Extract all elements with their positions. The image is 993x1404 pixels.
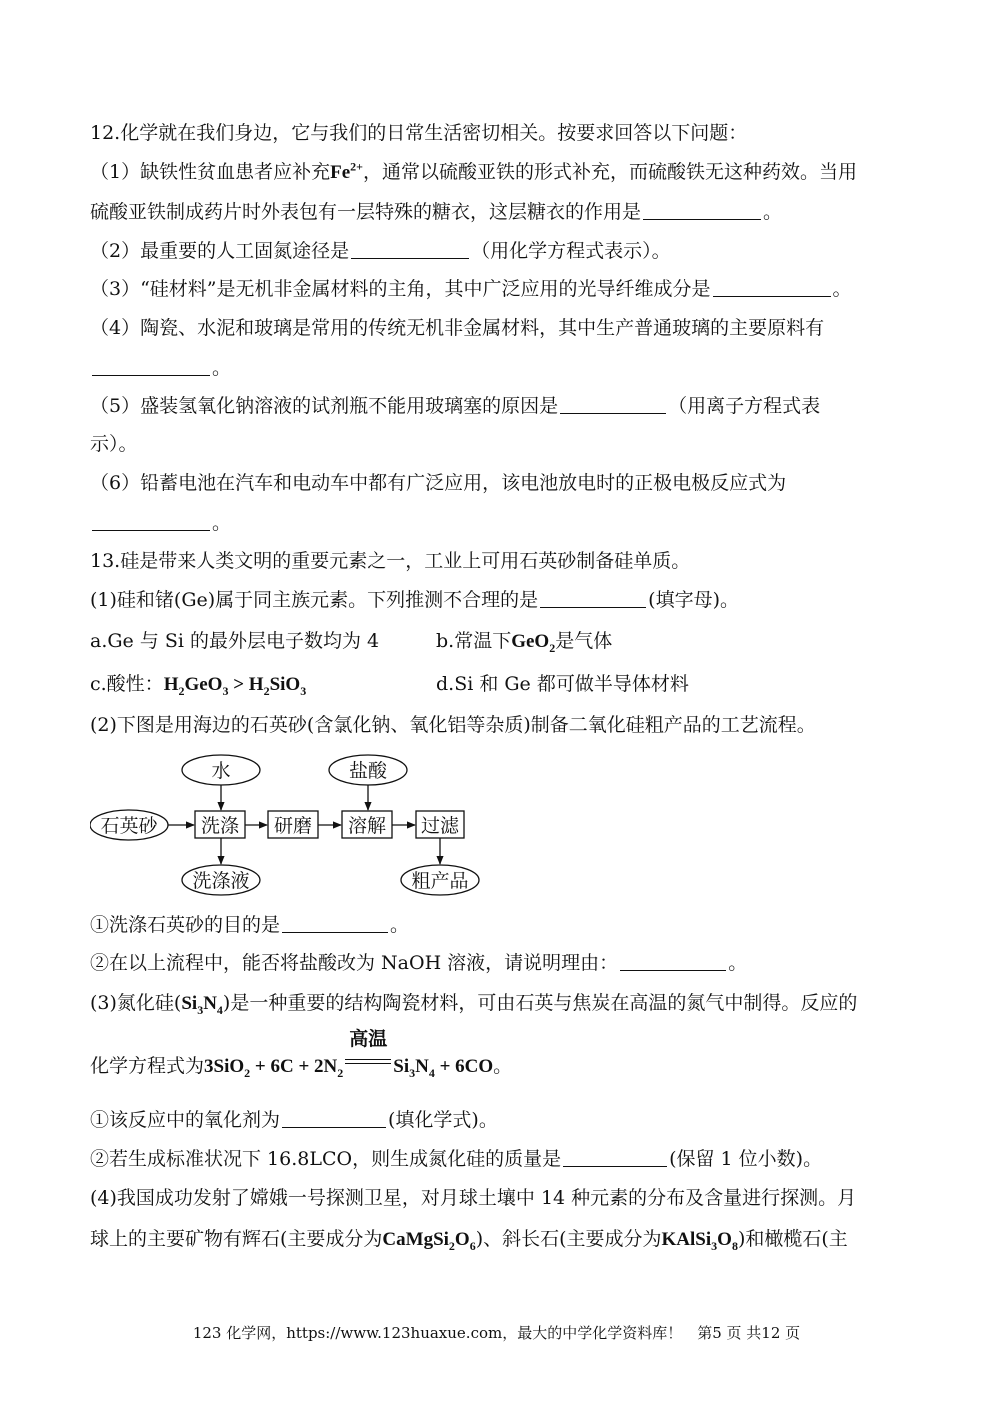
q13-part2: (2)下图是用海边的石英砂(含氯化钠、氧化铝等杂质)制备二氧化硅粗产品的工艺流程。: [90, 714, 816, 736]
q12-part6-answer: 。: [90, 510, 231, 536]
q13-part3: (3)氮化硅$(Si_3N_4)$是一种重要的结构陶瓷材料，可由石英与焦炭在高温的氮气中制得。反应的: [90, 992, 858, 1017]
q12-part1-line2: 硫酸亚铁制成药片时外表包有一层特殊的糖衣，这层糖衣的作用是 。: [90, 201, 783, 223]
q12-part5: （5）盛装氢氧化钠溶液的试剂瓶不能用玻璃塞的原因是 （用离子方程式表: [90, 395, 821, 417]
q12-part3: （3）“硅材料”是无机非金属材料的主角，其中广泛应用的光导纤维成分是 。: [90, 278, 852, 300]
water-label: 水: [211, 760, 231, 782]
q12-stem: 12.化学就在我们身边，它与我们的日常生活密切相关。按要求回答以下问题：: [90, 122, 748, 144]
filter-label: 过滤: [420, 815, 460, 837]
reaction-condition: 高温: [345, 1048, 391, 1074]
answer-blank[interactable]: [282, 914, 388, 933]
option-b: b.常温下GeO$_2$是气体: [436, 630, 613, 655]
q12-part2: （2）最重要的人工固氮途径是 （用化学方程式表示）。: [90, 240, 671, 262]
q13-part1: (1)硅和锗(Ge)属于同主族元素。下列推测不合理的是 (填字母)。: [90, 589, 739, 611]
q12-part1-line1: （1）缺铁性贫血患者应补充$Fe^{2+}$，通常以硫酸亚铁的形式补充，而硫酸铁无这种药效。当用: [90, 159, 857, 183]
plagioclase-formula: $KAlSi_3O_8$: [661, 1229, 738, 1253]
fe-ion-formula: $Fe^{2+}$: [330, 159, 363, 183]
q12-part4-answer: 。: [90, 355, 231, 381]
answer-blank[interactable]: [620, 952, 726, 971]
q13-part3-ii: ②若生成标准状况下 16.8LCO，则生成氮化硅的质量是 (保留 1 位小数)。: [90, 1148, 823, 1170]
process-flow-diagram: [90, 748, 490, 898]
grind-label: 研磨: [273, 815, 313, 837]
acidity-formula: $H_2GeO_3 > H_2SiO_3$: [163, 674, 307, 698]
crude-product-label: 粗产品: [411, 870, 469, 892]
q13-part4-line1: (4)我国成功发射了嫦娥一号探测卫星，对月球土壤中 14 种元素的分布及含量进行探测。月: [90, 1187, 857, 1209]
q12-part4: （4）陶瓷、水泥和玻璃是常用的传统无机非金属材料，其中生产普通玻璃的主要原料有: [90, 317, 825, 339]
q12-part5-cont: 示）。: [90, 433, 138, 455]
dissolve-label: 溶解: [347, 815, 387, 837]
answer-blank[interactable]: [643, 201, 761, 220]
q13-equation: 化学方程式为$3SiO_2 + 6C + 2N_2$ 高温 $Si_3N_4 + 6CO$。: [90, 1028, 513, 1080]
q13-part2-ii: ②在以上流程中，能否将盐酸改为 NaOH 溶液，请说明理由： 。: [90, 952, 748, 974]
equation-right: $Si_3N_4 + 6CO$: [393, 1056, 494, 1080]
answer-blank[interactable]: [282, 1109, 386, 1128]
sand-label: 石英砂: [100, 815, 158, 837]
hcl-label: 盐酸: [348, 760, 388, 782]
option-c: c.酸性：$H_2GeO_3 > H_2SiO_3$: [90, 673, 307, 698]
answer-blank[interactable]: [560, 395, 666, 414]
washing-liquid-label: 洗涤液: [192, 870, 250, 892]
wash-label: 洗涤: [200, 815, 240, 837]
answer-blank[interactable]: [92, 357, 210, 376]
page-footer: 123 化学网，https://www.123huaxue.com，最大的中学化学资料库！ 第5 页 共12 页: [192, 1324, 801, 1342]
equation-left: $3SiO_2 + 6C + 2N_2$: [204, 1056, 344, 1080]
answer-blank[interactable]: [540, 589, 646, 608]
answer-blank[interactable]: [92, 512, 210, 531]
option-d: d.Si 和 Ge 都可做半导体材料: [436, 673, 689, 695]
answer-blank[interactable]: [563, 1148, 667, 1167]
pyroxene-formula: $CaMgSi_2O_6$: [382, 1229, 476, 1253]
option-a: a.Ge 与 Si 的最外层电子数均为 4: [90, 630, 380, 652]
q13-part4-line2: 球上的主要矿物有辉石(主要成分为$CaMgSi_2O_6$)、斜长石(主要成分为$KAlSi_3O_8$)和橄榄石(主: [90, 1228, 848, 1253]
answer-blank[interactable]: [351, 240, 469, 259]
silicon-nitride-formula: $Si_3N_4$: [181, 993, 223, 1017]
q12-part6: （6）铅蓄电池在汽车和电动车中都有广泛应用，该电池放电时的正极电极反应式为: [90, 472, 787, 494]
q13-part3-i: ①该反应中的氧化剂为 (填化学式)。: [90, 1109, 498, 1131]
q13-stem: 13.硅是带来人类文明的重要元素之一，工业上可用石英砂制备硅单质。: [90, 550, 691, 572]
answer-blank[interactable]: [713, 278, 831, 297]
q13-part2-i: ①洗涤石英砂的目的是 。: [90, 914, 410, 936]
